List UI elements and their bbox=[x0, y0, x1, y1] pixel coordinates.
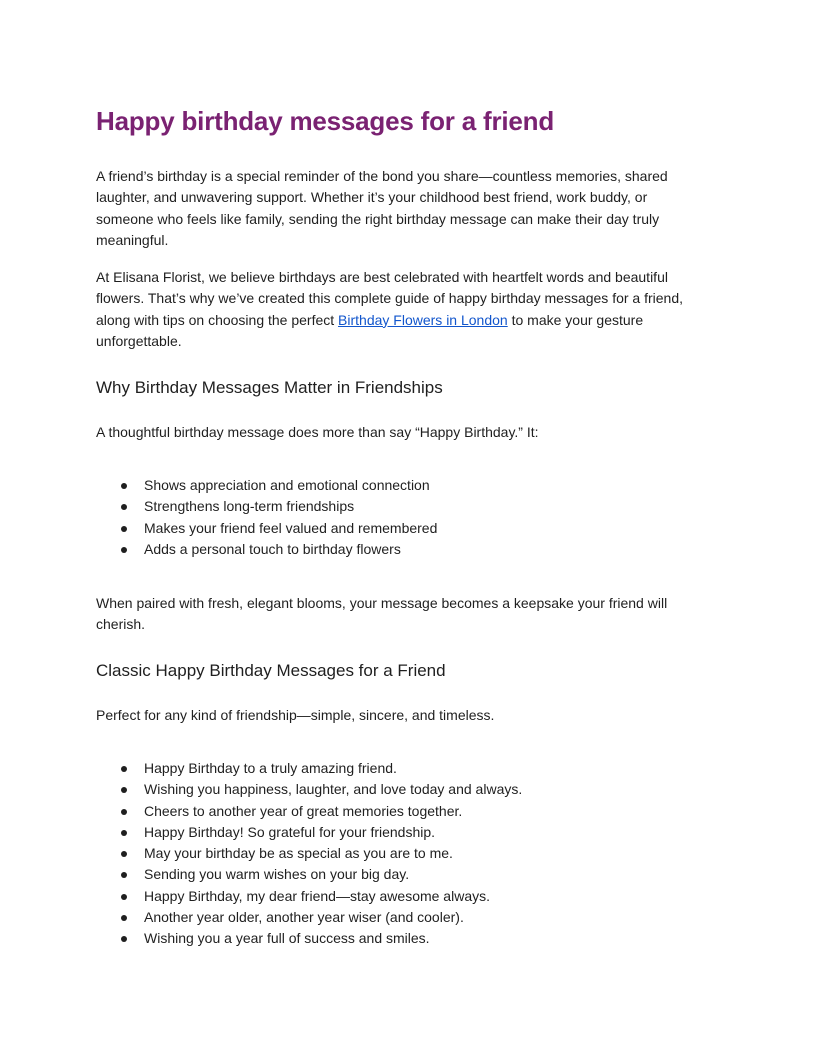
list-item-text: Strengthens long-term friendships bbox=[144, 498, 355, 515]
list-item bbox=[96, 886, 522, 907]
bullet-icon bbox=[121, 872, 127, 878]
birthday-flowers-london-link[interactable]: Birthday Flowers in London bbox=[338, 311, 508, 328]
list-item bbox=[96, 928, 522, 949]
intro-paragraph: A friend’s birthday is a special reminder of the bond you share—countless memories, shared laughter, and unwavering support. Whether it’s your childhood best friend, work buddy, or someone who feels like family, sending the right birthday message can make their day truly meaningful. bbox=[96, 168, 668, 249]
list-item-text: Happy Birthday! So grateful for your friendship. bbox=[144, 823, 436, 840]
list-item bbox=[96, 758, 522, 779]
list-item bbox=[96, 907, 522, 928]
list-item-text: May your birthday be as special as you are to me. bbox=[144, 845, 453, 862]
bullet-icon bbox=[121, 504, 127, 510]
section1-lead: A thoughtful birthday message does more than say “Happy Birthday.” It: bbox=[96, 424, 539, 440]
list-item bbox=[96, 539, 437, 560]
list-item-text: Another year older, another year wiser (and cooler). bbox=[144, 909, 464, 926]
list-item-text: Cheers to another year of great memories together. bbox=[144, 802, 463, 819]
list-item bbox=[96, 822, 522, 843]
florist-paragraph-text-before: At Elisana Florist, we believe birthdays are best celebrated with heartfelt words and beautiful flowers. That’s why we’ve created this complete guide of happy birthday messages for a friend, along with tips on choosing the perfect bbox=[96, 269, 684, 328]
list-item-text: Wishing you happiness, laughter, and love today and always. bbox=[144, 781, 523, 798]
bullet-icon bbox=[121, 526, 127, 532]
list-item bbox=[96, 779, 522, 800]
list-item bbox=[96, 496, 437, 517]
section-heading-why-messages-matter: Why Birthday Messages Matter in Friendships bbox=[96, 378, 443, 397]
list-item bbox=[96, 864, 522, 885]
list-item-text: Shows appreciation and emotional connection bbox=[144, 477, 430, 493]
bullet-icon bbox=[121, 547, 127, 553]
section1-bullet-list bbox=[96, 475, 437, 560]
list-item-text: Makes your friend feel valued and remembered bbox=[144, 519, 438, 536]
bullet-icon bbox=[121, 851, 127, 857]
list-item bbox=[96, 801, 522, 822]
bullet-icon bbox=[121, 915, 127, 921]
list-item-text: Sending you warm wishes on your big day. bbox=[144, 866, 410, 883]
list-item-text: Happy Birthday, my dear friend—stay awesome always. bbox=[144, 887, 490, 904]
bullet-icon bbox=[121, 936, 127, 942]
bullet-icon bbox=[121, 830, 127, 836]
bullet-icon bbox=[121, 894, 127, 900]
section2-lead: Perfect for any kind of friendship—simple, sincere, and timeless. bbox=[96, 707, 495, 723]
page-title: Happy birthday messages for a friend bbox=[96, 106, 555, 136]
list-item bbox=[96, 518, 437, 539]
section2-bullet-list bbox=[96, 758, 522, 950]
section1-closing: When paired with fresh, elegant blooms, your message becomes a keepsake your friend will cherish. bbox=[96, 595, 668, 633]
florist-paragraph bbox=[96, 267, 696, 353]
bullet-icon bbox=[121, 809, 127, 815]
list-item bbox=[96, 475, 437, 496]
list-item-text: Adds a personal touch to birthday flowers bbox=[144, 540, 401, 557]
florist-paragraph-text-after: to make your gesture unforgettable. bbox=[96, 311, 644, 350]
bullet-icon bbox=[121, 483, 127, 489]
bullet-icon bbox=[121, 766, 127, 772]
list-item-text: Wishing you a year full of success and smiles. bbox=[144, 930, 430, 947]
bullet-icon bbox=[121, 787, 127, 793]
section-heading-classic-messages: Classic Happy Birthday Messages for a Friend bbox=[96, 661, 446, 680]
list-item bbox=[96, 843, 522, 864]
list-item-text: Happy Birthday to a truly amazing friend. bbox=[144, 760, 397, 776]
